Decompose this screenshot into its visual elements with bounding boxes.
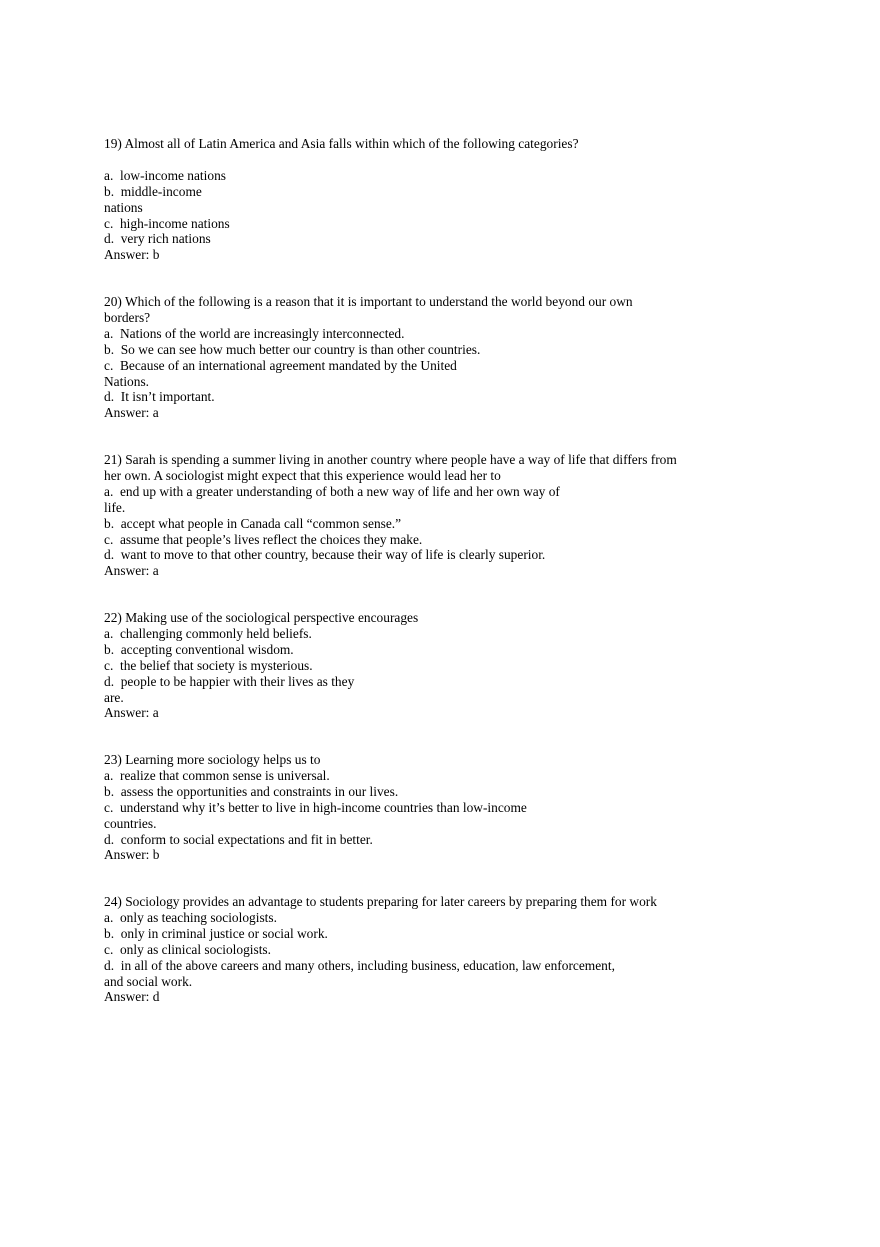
question-23-option-d: d. conform to social expectations and fit in better. [104,831,373,847]
question-22-option-c: c. the belief that society is mysterious. [104,657,313,673]
blank-line [104,152,744,168]
question-22-option-a: a. challenging commonly held beliefs. [104,625,312,641]
question-23-option-c-cont: countries. [104,815,157,831]
question-24-option-c: c. only as clinical sociologists. [104,941,271,957]
question-22-stem: 22) Making use of the sociological perspective encourages [104,610,419,625]
question-19-answer: Answer: b [104,247,160,263]
question-20-stem-cont: borders? [104,309,151,325]
question-21-answer: Answer: a [104,563,159,579]
question-block-22 [104,610,744,721]
question-23-stem: 23) Learning more sociology helps us to [104,752,321,767]
question-24-stem: 24) Sociology provides an advantage to students preparing for later careers by preparing them for work [104,894,657,909]
question-19-option-b: b. middle-income [104,183,202,199]
question-19-option-d: d. very rich nations [104,231,211,247]
question-24-option-b: b. only in criminal justice or social work. [104,925,328,941]
question-20-option-d: d. It isn’t important. [104,389,215,405]
question-23-option-a: a. realize that common sense is universal. [104,767,330,783]
question-22-option-b: b. accepting conventional wisdom. [104,641,294,657]
question-20-option-a: a. Nations of the world are increasingly interconnected. [104,325,405,341]
question-21-option-c: c. assume that people’s lives reflect the choices they make. [104,531,423,547]
question-20-option-c: c. Because of an international agreement mandated by the United [104,357,457,373]
question-20-option-b: b. So we can see how much better our country is than other countries. [104,341,481,357]
question-21-option-d: d. want to move to that other country, because their way of life is clearly superior. [104,547,546,563]
question-block-23 [104,752,744,863]
question-23-answer: Answer: b [104,847,160,863]
question-19-option-c: c. high-income nations [104,215,230,231]
question-20-option-c-cont: Nations. [104,373,150,389]
question-24-answer: Answer: d [104,989,160,1005]
question-22-answer: Answer: a [104,705,159,721]
question-22-option-d-cont: are. [104,689,124,705]
question-21-option-b: b. accept what people in Canada call “common sense.” [104,515,402,531]
question-19-option-a: a. low-income nations [104,167,226,183]
question-19-option-b-cont: nations [104,199,143,215]
question-21-option-a-cont: life. [104,499,126,515]
question-23-option-b: b. assess the opportunities and constraints in our lives. [104,783,399,799]
question-block-21 [104,452,744,579]
question-21-stem: 21) Sarah is spending a summer living in another country where people have a way of life that differs from [104,452,677,467]
question-24-option-d: d. in all of the above careers and many others, including business, education, law enforcement, [104,957,615,973]
question-23-option-c: c. understand why it’s better to live in high-income countries than low-income [104,799,527,815]
question-block-20 [104,294,744,421]
question-block-19 [104,136,744,263]
question-24-option-a: a. only as teaching sociologists. [104,909,277,925]
question-21-stem-cont: her own. A sociologist might expect that this experience would lead her to [104,467,501,483]
question-24-option-d-cont: and social work. [104,973,193,989]
question-block-24 [104,894,744,1005]
question-22-option-d: d. people to be happier with their lives as they [104,673,355,689]
question-20-answer: Answer: a [104,405,159,421]
question-19-stem: 19) Almost all of Latin America and Asia falls within which of the following categories? [104,136,579,151]
question-20-stem: 20) Which of the following is a reason that it is important to understand the world beyond our own [104,294,633,309]
question-21-option-a: a. end up with a greater understanding of both a new way of life and her own way of [104,483,560,499]
